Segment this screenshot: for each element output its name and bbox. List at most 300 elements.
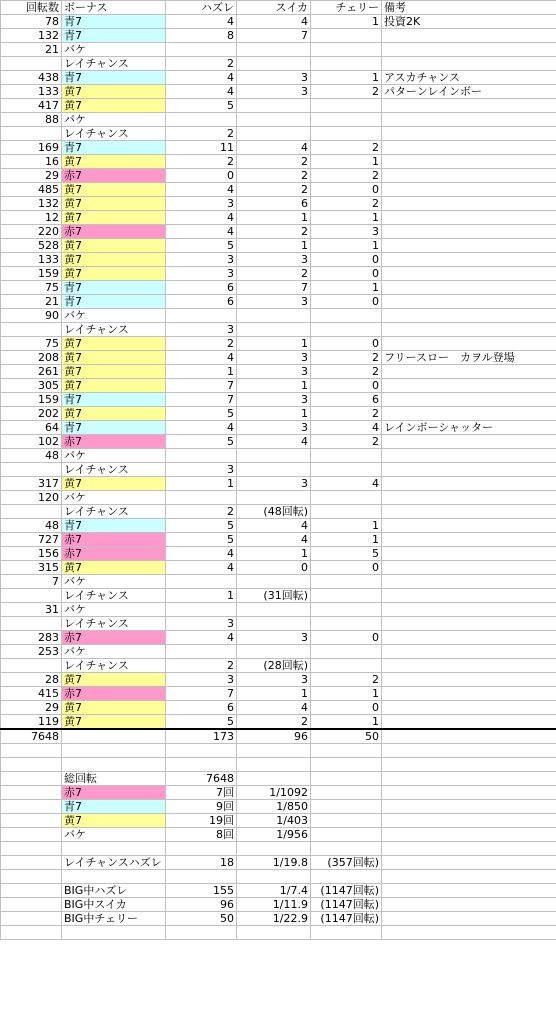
cell-note[interactable]: フリースロー カヲル登場: [382, 351, 556, 365]
cell-note[interactable]: [382, 603, 556, 617]
cell-spins[interactable]: [1, 842, 62, 856]
cell-spins[interactable]: 48: [1, 519, 62, 533]
cell-cherry[interactable]: [311, 575, 382, 589]
cell-hazure[interactable]: [166, 43, 237, 57]
cell-bonus[interactable]: 黄7: [62, 99, 166, 113]
cell-suika[interactable]: 2: [237, 169, 311, 183]
cell-spins[interactable]: 305: [1, 379, 62, 393]
cell-spins[interactable]: [1, 57, 62, 71]
cell-bonus[interactable]: 黄7: [62, 183, 166, 197]
cell-bonus[interactable]: レイチャンス: [62, 505, 166, 519]
cell-cherry[interactable]: [311, 645, 382, 659]
cell-bonus[interactable]: 赤7: [62, 435, 166, 449]
cell-note[interactable]: [382, 772, 556, 786]
cell-note[interactable]: [382, 211, 556, 225]
cell-bonus[interactable]: BIG中ハズレ: [62, 884, 166, 898]
cell-hazure[interactable]: 5: [166, 533, 237, 547]
cell-suika[interactable]: 3: [237, 253, 311, 267]
cell-spins[interactable]: 88: [1, 113, 62, 127]
cell-note[interactable]: [382, 183, 556, 197]
cell-suika[interactable]: 1/1092: [237, 786, 311, 800]
cell-hazure[interactable]: [166, 113, 237, 127]
cell-hazure[interactable]: 7回: [166, 786, 237, 800]
cell-suika[interactable]: [237, 309, 311, 323]
cell-bonus[interactable]: 黄7: [62, 239, 166, 253]
cell-suika[interactable]: [237, 575, 311, 589]
cell-suika[interactable]: (28回転): [237, 659, 311, 673]
cell-spins[interactable]: 29: [1, 169, 62, 183]
cell-note[interactable]: [382, 491, 556, 505]
cell-bonus[interactable]: 黄7: [62, 814, 166, 828]
cell-suika[interactable]: 1/956: [237, 828, 311, 842]
cell-cherry[interactable]: [311, 43, 382, 57]
cell-bonus[interactable]: 青7: [62, 519, 166, 533]
cell-hazure[interactable]: 6: [166, 281, 237, 295]
cell-spins[interactable]: 132: [1, 29, 62, 43]
cell-hazure[interactable]: 2: [166, 505, 237, 519]
cell-cherry[interactable]: 0: [311, 379, 382, 393]
cell-suika[interactable]: 3: [237, 351, 311, 365]
cell-bonus[interactable]: 赤7: [62, 169, 166, 183]
cell-hazure[interactable]: 155: [166, 884, 237, 898]
cell-spins[interactable]: [1, 912, 62, 926]
cell-spins[interactable]: 78: [1, 15, 62, 29]
cell-bonus[interactable]: [62, 744, 166, 758]
cell-spins[interactable]: 317: [1, 477, 62, 491]
cell-hazure[interactable]: 4: [166, 211, 237, 225]
cell-hazure[interactable]: 11: [166, 141, 237, 155]
cell-cherry[interactable]: 0: [311, 561, 382, 575]
cell-note[interactable]: [382, 786, 556, 800]
cell-cherry[interactable]: 1: [311, 239, 382, 253]
cell-bonus[interactable]: 青7: [62, 281, 166, 295]
cell-bonus[interactable]: 総回転: [62, 772, 166, 786]
cell-cherry[interactable]: [311, 309, 382, 323]
cell-note[interactable]: [382, 505, 556, 519]
cell-hazure[interactable]: [166, 744, 237, 758]
cell-spins[interactable]: 16: [1, 155, 62, 169]
cell-note[interactable]: [382, 29, 556, 43]
cell-suika[interactable]: 4: [237, 533, 311, 547]
cell-suika[interactable]: 96: [237, 729, 311, 744]
cell-bonus[interactable]: 赤7: [62, 631, 166, 645]
cell-cherry[interactable]: 5: [311, 547, 382, 561]
cell-hazure[interactable]: [166, 309, 237, 323]
cell-suika[interactable]: スイカ: [237, 1, 311, 15]
cell-note[interactable]: [382, 323, 556, 337]
cell-spins[interactable]: 119: [1, 715, 62, 730]
cell-bonus[interactable]: 青7: [62, 71, 166, 85]
cell-bonus[interactable]: 黄7: [62, 337, 166, 351]
cell-hazure[interactable]: 6: [166, 295, 237, 309]
cell-suika[interactable]: 1: [237, 239, 311, 253]
cell-bonus[interactable]: 黄7: [62, 701, 166, 715]
cell-hazure[interactable]: 2: [166, 337, 237, 351]
cell-bonus[interactable]: 青7: [62, 393, 166, 407]
cell-cherry[interactable]: 3: [311, 225, 382, 239]
cell-cherry[interactable]: 0: [311, 295, 382, 309]
cell-cherry[interactable]: [311, 926, 382, 940]
cell-bonus[interactable]: バケ: [62, 113, 166, 127]
cell-suika[interactable]: (48回転): [237, 505, 311, 519]
cell-note[interactable]: 備考: [382, 1, 556, 15]
cell-suika[interactable]: [237, 603, 311, 617]
cell-note[interactable]: [382, 337, 556, 351]
cell-spins[interactable]: [1, 505, 62, 519]
cell-suika[interactable]: 4: [237, 141, 311, 155]
cell-cherry[interactable]: 0: [311, 701, 382, 715]
cell-cherry[interactable]: 2: [311, 141, 382, 155]
cell-bonus[interactable]: レイチャンス: [62, 589, 166, 603]
cell-bonus[interactable]: バケ: [62, 828, 166, 842]
cell-cherry[interactable]: [311, 463, 382, 477]
cell-cherry[interactable]: 2: [311, 435, 382, 449]
cell-cherry[interactable]: 0: [311, 183, 382, 197]
cell-spins[interactable]: 261: [1, 365, 62, 379]
cell-note[interactable]: アスカチャンス: [382, 71, 556, 85]
cell-spins[interactable]: 回転数: [1, 1, 62, 15]
cell-bonus[interactable]: レイチャンス: [62, 617, 166, 631]
cell-cherry[interactable]: 1: [311, 715, 382, 730]
cell-note[interactable]: [382, 169, 556, 183]
cell-hazure[interactable]: 8: [166, 29, 237, 43]
cell-hazure[interactable]: 3: [166, 617, 237, 631]
cell-hazure[interactable]: 1: [166, 589, 237, 603]
cell-cherry[interactable]: 2: [311, 365, 382, 379]
cell-note[interactable]: [382, 141, 556, 155]
cell-spins[interactable]: [1, 870, 62, 884]
cell-hazure[interactable]: [166, 575, 237, 589]
cell-spins[interactable]: 727: [1, 533, 62, 547]
cell-note[interactable]: [382, 659, 556, 673]
cell-bonus[interactable]: BIG中スイカ: [62, 898, 166, 912]
cell-note[interactable]: レインボーシャッター: [382, 421, 556, 435]
cell-hazure[interactable]: 3: [166, 197, 237, 211]
cell-note[interactable]: [382, 239, 556, 253]
cell-note[interactable]: [382, 253, 556, 267]
cell-spins[interactable]: [1, 127, 62, 141]
cell-suika[interactable]: 3: [237, 365, 311, 379]
cell-bonus[interactable]: 黄7: [62, 155, 166, 169]
cell-hazure[interactable]: 5: [166, 239, 237, 253]
cell-suika[interactable]: 1/22.9: [237, 912, 311, 926]
cell-cherry[interactable]: 4: [311, 477, 382, 491]
cell-note[interactable]: [382, 589, 556, 603]
cell-cherry[interactable]: 1: [311, 71, 382, 85]
cell-note[interactable]: [382, 393, 556, 407]
cell-hazure[interactable]: [166, 926, 237, 940]
cell-suika[interactable]: 3: [237, 85, 311, 99]
cell-spins[interactable]: 417: [1, 99, 62, 113]
cell-hazure[interactable]: 5: [166, 407, 237, 421]
cell-cherry[interactable]: 2: [311, 351, 382, 365]
cell-bonus[interactable]: 黄7: [62, 715, 166, 730]
cell-spins[interactable]: 102: [1, 435, 62, 449]
cell-note[interactable]: [382, 127, 556, 141]
cell-cherry[interactable]: [311, 842, 382, 856]
cell-cherry[interactable]: [311, 113, 382, 127]
cell-hazure[interactable]: ハズレ: [166, 1, 237, 15]
cell-suika[interactable]: 1/7.4: [237, 884, 311, 898]
cell-hazure[interactable]: 50: [166, 912, 237, 926]
cell-hazure[interactable]: [166, 603, 237, 617]
cell-note[interactable]: [382, 365, 556, 379]
cell-spins[interactable]: [1, 744, 62, 758]
cell-hazure[interactable]: 173: [166, 729, 237, 744]
cell-suika[interactable]: [237, 57, 311, 71]
cell-suika[interactable]: 1: [237, 211, 311, 225]
cell-hazure[interactable]: 3: [166, 253, 237, 267]
cell-bonus[interactable]: 青7: [62, 29, 166, 43]
cell-cherry[interactable]: [311, 323, 382, 337]
cell-spins[interactable]: [1, 463, 62, 477]
cell-suika[interactable]: (31回転): [237, 589, 311, 603]
cell-cherry[interactable]: [311, 659, 382, 673]
cell-suika[interactable]: 2: [237, 183, 311, 197]
cell-spins[interactable]: 12: [1, 211, 62, 225]
cell-spins[interactable]: 21: [1, 295, 62, 309]
cell-spins[interactable]: 75: [1, 337, 62, 351]
cell-hazure[interactable]: 19回: [166, 814, 237, 828]
cell-suika[interactable]: 3: [237, 295, 311, 309]
cell-cherry[interactable]: 2: [311, 673, 382, 687]
cell-spins[interactable]: 90: [1, 309, 62, 323]
cell-cherry[interactable]: [311, 744, 382, 758]
cell-cherry[interactable]: [311, 786, 382, 800]
cell-spins[interactable]: 315: [1, 561, 62, 575]
cell-cherry[interactable]: 50: [311, 729, 382, 744]
cell-spins[interactable]: [1, 828, 62, 842]
cell-spins[interactable]: [1, 758, 62, 772]
cell-spins[interactable]: 120: [1, 491, 62, 505]
cell-note[interactable]: [382, 533, 556, 547]
cell-bonus[interactable]: バケ: [62, 309, 166, 323]
cell-bonus[interactable]: BIG中チェリー: [62, 912, 166, 926]
cell-note[interactable]: [382, 435, 556, 449]
cell-spins[interactable]: 132: [1, 197, 62, 211]
cell-spins[interactable]: 438: [1, 71, 62, 85]
cell-suika[interactable]: 3: [237, 673, 311, 687]
cell-note[interactable]: [382, 828, 556, 842]
cell-cherry[interactable]: [311, 57, 382, 71]
cell-spins[interactable]: 156: [1, 547, 62, 561]
cell-hazure[interactable]: [166, 645, 237, 659]
cell-note[interactable]: [382, 519, 556, 533]
cell-hazure[interactable]: 4: [166, 85, 237, 99]
cell-note[interactable]: [382, 926, 556, 940]
cell-cherry[interactable]: (1147回転): [311, 898, 382, 912]
cell-cherry[interactable]: [311, 800, 382, 814]
cell-hazure[interactable]: 7: [166, 379, 237, 393]
cell-hazure[interactable]: 2: [166, 57, 237, 71]
cell-bonus[interactable]: バケ: [62, 43, 166, 57]
cell-note[interactable]: [382, 870, 556, 884]
cell-suika[interactable]: 2: [237, 225, 311, 239]
cell-cherry[interactable]: 2: [311, 85, 382, 99]
cell-cherry[interactable]: 1: [311, 15, 382, 29]
cell-hazure[interactable]: 7648: [166, 772, 237, 786]
cell-suika[interactable]: 3: [237, 393, 311, 407]
cell-spins[interactable]: 48: [1, 449, 62, 463]
cell-note[interactable]: [382, 463, 556, 477]
cell-hazure[interactable]: [166, 842, 237, 856]
cell-spins[interactable]: 220: [1, 225, 62, 239]
cell-spins[interactable]: [1, 898, 62, 912]
cell-hazure[interactable]: 4: [166, 71, 237, 85]
cell-bonus[interactable]: [62, 758, 166, 772]
cell-bonus[interactable]: 黄7: [62, 85, 166, 99]
cell-suika[interactable]: 1: [237, 407, 311, 421]
cell-note[interactable]: [382, 309, 556, 323]
cell-spins[interactable]: [1, 323, 62, 337]
cell-note[interactable]: [382, 225, 556, 239]
cell-bonus[interactable]: 赤7: [62, 225, 166, 239]
cell-spins[interactable]: 169: [1, 141, 62, 155]
cell-note[interactable]: [382, 729, 556, 744]
cell-bonus[interactable]: 青7: [62, 15, 166, 29]
cell-suika[interactable]: 4: [237, 435, 311, 449]
cell-cherry[interactable]: 0: [311, 337, 382, 351]
cell-spins[interactable]: [1, 772, 62, 786]
cell-bonus[interactable]: 黄7: [62, 477, 166, 491]
cell-note[interactable]: [382, 884, 556, 898]
cell-bonus[interactable]: バケ: [62, 575, 166, 589]
cell-hazure[interactable]: 7: [166, 393, 237, 407]
cell-cherry[interactable]: 2: [311, 169, 382, 183]
cell-bonus[interactable]: 黄7: [62, 673, 166, 687]
cell-bonus[interactable]: 青7: [62, 421, 166, 435]
cell-spins[interactable]: 133: [1, 253, 62, 267]
cell-suika[interactable]: 2: [237, 155, 311, 169]
cell-note[interactable]: [382, 99, 556, 113]
cell-note[interactable]: [382, 898, 556, 912]
cell-hazure[interactable]: 96: [166, 898, 237, 912]
cell-bonus[interactable]: レイチャンス: [62, 57, 166, 71]
cell-spins[interactable]: 7648: [1, 729, 62, 744]
cell-spins[interactable]: 485: [1, 183, 62, 197]
cell-suika[interactable]: 4: [237, 701, 311, 715]
cell-note[interactable]: [382, 155, 556, 169]
cell-bonus[interactable]: 青7: [62, 141, 166, 155]
cell-cherry[interactable]: [311, 758, 382, 772]
cell-cherry[interactable]: 0: [311, 631, 382, 645]
cell-spins[interactable]: 133: [1, 85, 62, 99]
cell-spins[interactable]: 31: [1, 603, 62, 617]
cell-hazure[interactable]: 3: [166, 673, 237, 687]
cell-cherry[interactable]: [311, 29, 382, 43]
cell-hazure[interactable]: [166, 491, 237, 505]
cell-suika[interactable]: [237, 617, 311, 631]
cell-cherry[interactable]: 1: [311, 533, 382, 547]
cell-hazure[interactable]: 9回: [166, 800, 237, 814]
cell-cherry[interactable]: 2: [311, 197, 382, 211]
cell-cherry[interactable]: 0: [311, 253, 382, 267]
cell-note[interactable]: [382, 814, 556, 828]
cell-bonus[interactable]: 黄7: [62, 253, 166, 267]
cell-spins[interactable]: [1, 659, 62, 673]
cell-note[interactable]: [382, 687, 556, 701]
cell-bonus[interactable]: ボーナス: [62, 1, 166, 15]
cell-spins[interactable]: 159: [1, 267, 62, 281]
cell-note[interactable]: [382, 701, 556, 715]
cell-hazure[interactable]: 5: [166, 99, 237, 113]
cell-cherry[interactable]: 1: [311, 281, 382, 295]
cell-note[interactable]: [382, 379, 556, 393]
cell-bonus[interactable]: 黄7: [62, 211, 166, 225]
cell-suika[interactable]: [237, 43, 311, 57]
cell-bonus[interactable]: 青7: [62, 800, 166, 814]
cell-bonus[interactable]: バケ: [62, 449, 166, 463]
cell-cherry[interactable]: 1: [311, 519, 382, 533]
cell-hazure[interactable]: 1: [166, 477, 237, 491]
cell-suika[interactable]: 2: [237, 715, 311, 730]
cell-spins[interactable]: 64: [1, 421, 62, 435]
cell-spins[interactable]: 202: [1, 407, 62, 421]
cell-note[interactable]: [382, 856, 556, 870]
cell-suika[interactable]: [237, 491, 311, 505]
cell-suika[interactable]: [237, 449, 311, 463]
cell-hazure[interactable]: 8回: [166, 828, 237, 842]
cell-bonus[interactable]: バケ: [62, 645, 166, 659]
cell-spins[interactable]: [1, 884, 62, 898]
cell-hazure[interactable]: 7: [166, 687, 237, 701]
cell-suika[interactable]: 1: [237, 379, 311, 393]
cell-hazure[interactable]: 5: [166, 715, 237, 730]
cell-hazure[interactable]: 6: [166, 701, 237, 715]
cell-bonus[interactable]: 赤7: [62, 547, 166, 561]
cell-note[interactable]: [382, 744, 556, 758]
cell-note[interactable]: [382, 575, 556, 589]
cell-spins[interactable]: 283: [1, 631, 62, 645]
cell-bonus[interactable]: レイチャンス: [62, 323, 166, 337]
cell-note[interactable]: [382, 842, 556, 856]
cell-note[interactable]: [382, 912, 556, 926]
cell-bonus[interactable]: 黄7: [62, 561, 166, 575]
cell-bonus[interactable]: 黄7: [62, 407, 166, 421]
cell-cherry[interactable]: [311, 814, 382, 828]
cell-suika[interactable]: [237, 323, 311, 337]
cell-hazure[interactable]: 5: [166, 519, 237, 533]
cell-cherry[interactable]: 0: [311, 267, 382, 281]
cell-cherry[interactable]: [311, 491, 382, 505]
cell-bonus[interactable]: 赤7: [62, 687, 166, 701]
cell-bonus[interactable]: レイチャンスハズレ: [62, 856, 166, 870]
cell-suika[interactable]: [237, 463, 311, 477]
cell-suika[interactable]: 3: [237, 631, 311, 645]
cell-bonus[interactable]: 黄7: [62, 365, 166, 379]
cell-cherry[interactable]: 1: [311, 211, 382, 225]
cell-spins[interactable]: [1, 856, 62, 870]
cell-hazure[interactable]: 0: [166, 169, 237, 183]
cell-cherry[interactable]: [311, 617, 382, 631]
cell-hazure[interactable]: 2: [166, 155, 237, 169]
cell-suika[interactable]: 4: [237, 15, 311, 29]
cell-suika[interactable]: 1: [237, 337, 311, 351]
cell-note[interactable]: [382, 295, 556, 309]
cell-cherry[interactable]: [311, 127, 382, 141]
cell-spins[interactable]: 415: [1, 687, 62, 701]
cell-spins[interactable]: 528: [1, 239, 62, 253]
cell-bonus[interactable]: 黄7: [62, 197, 166, 211]
cell-note[interactable]: パターンレインボー: [382, 85, 556, 99]
cell-spins[interactable]: 75: [1, 281, 62, 295]
cell-suika[interactable]: 1/403: [237, 814, 311, 828]
cell-hazure[interactable]: [166, 870, 237, 884]
cell-spins[interactable]: 21: [1, 43, 62, 57]
cell-note[interactable]: [382, 113, 556, 127]
cell-note[interactable]: [382, 617, 556, 631]
cell-hazure[interactable]: [166, 758, 237, 772]
